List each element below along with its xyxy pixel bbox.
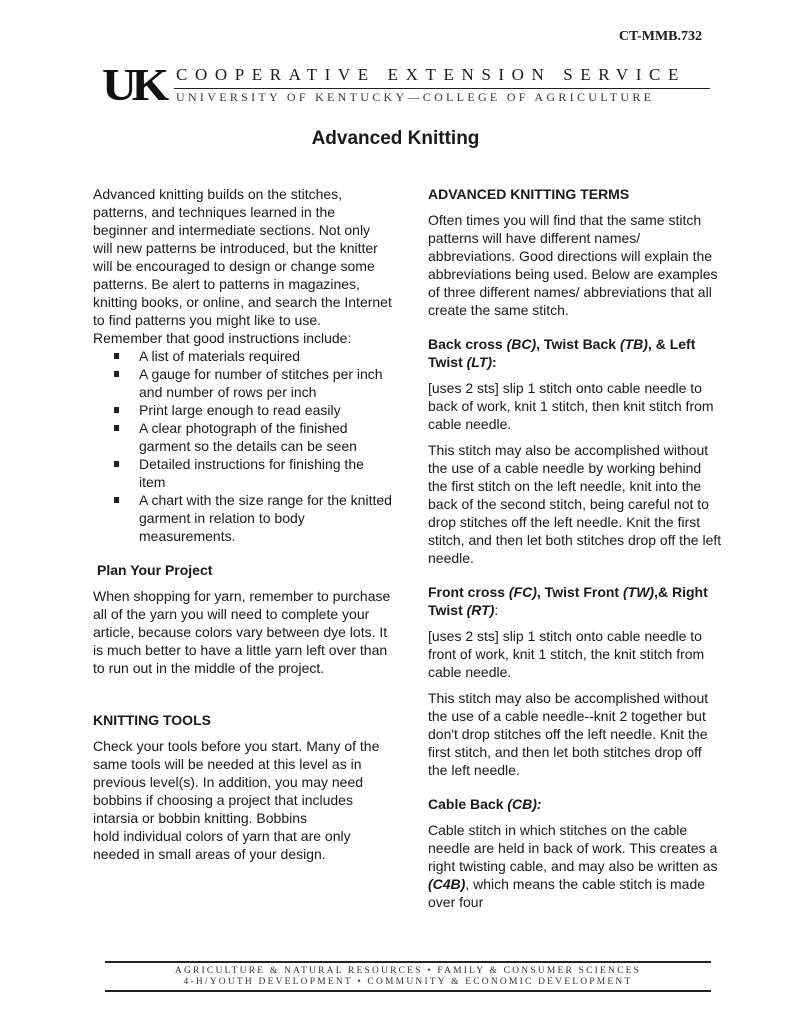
list-item: A gauge for number of stitches per inch and number of rows per inch — [139, 365, 393, 401]
tools-paragraph: Check your tools before you start. Many of the same tools will be needed at this level as in previous level(s). In addition, you may need bobbins if choosing a project that includes intarsia or bobbin knitting. Bobbins — [93, 738, 380, 826]
abbreviation: (C4B) — [428, 876, 466, 892]
terms-intro: Often times you will find that the same stitch patterns will have different names/ abbreviations. Good directions will explain the abbreviations being used. Below are examples of three different names/ abbreviations that all create the same stitch. — [428, 212, 718, 318]
tools-paragraph-continued: hold individual colors of yarn that are only needed in small areas of your design. — [93, 828, 351, 862]
footer-rule-bottom — [105, 990, 711, 992]
front-cross-instructions: [uses 2 sts] slip 1 stitch onto cable needle to front of work, knit 1 stitch, the knit stitch from cable needle. — [428, 628, 705, 680]
heading-text: , Twist Front — [536, 584, 623, 600]
organization-subtitle: UNIVERSITY OF KENTUCKY—COLLEGE OF AGRICULTURE — [176, 90, 655, 104]
abbreviation: (CB): — [507, 796, 542, 812]
list-item: A list of materials required — [139, 347, 393, 365]
masthead — [102, 59, 710, 110]
uk-logo: UK — [102, 59, 164, 110]
abbreviation: (TB) — [619, 336, 648, 352]
right-column — [428, 185, 723, 911]
list-item: A chart with the size range for the knitted garment in relation to body measurements. — [139, 492, 392, 544]
body-text: Cable stitch in which stitches on the cable needle are held in back of work. This creates a right twisting cable, and may also be written as — [428, 822, 718, 874]
instructions-list — [93, 347, 393, 545]
front-cross-alternative: This stitch may also be accomplished without the use of a cable needle--knit 2 together but don't drop stitches off the left needle. Knit the first stitch, and then let both stitches drop off the left needle. — [428, 690, 709, 778]
terms-heading: ADVANCED KNITTING TERMS — [428, 186, 630, 202]
heading-text: , Twist Back — [536, 336, 620, 352]
heading-text: : — [494, 602, 499, 618]
back-cross-alternative: This stitch may also be accomplished without the use of a cable needle by working behind the first stitch on the left needle, knit into the back of the second stitch, being careful not to drop stitches off the left needle. Knit the first stitch, and then let both stitches drop off the left needle. — [428, 442, 722, 566]
back-cross-instructions: [uses 2 sts] slip 1 stitch onto cable needle to back of work, knit 1 stitch, then knit stitch from cable needle. — [428, 380, 714, 432]
plan-paragraph: When shopping for yarn, remember to purchase all of the yarn you will need to complete your article, because colors vary between dye lots. It is much better to have a little yarn left over than to run out in the middle of the project. — [93, 588, 391, 676]
body-text: , which means the cable stitch is made over four — [428, 876, 706, 910]
intro-paragraph: Advanced knitting builds on the stitches, patterns, and techniques learned in the beginner and intermediate sections. Not only will new patterns be introduced, but the knitter will be encouraged to design or change some patterns. Be alert to patterns in magazines, knitting books, or online, and search the Internet to find patterns you might like to use. Remember that good instructions include: — [93, 186, 392, 346]
heading-text: ,& Right Twist — [428, 584, 708, 618]
list-item: Detailed instructions for finishing the item — [139, 455, 393, 491]
heading-text: , & Left Twist — [428, 336, 696, 370]
tools-heading: KNITTING TOOLS — [93, 712, 211, 728]
left-column — [93, 185, 393, 863]
footer-line-2: 4-H/YOUTH DEVELOPMENT • COMMUNITY & ECONOMIC DEVELOPMENT — [183, 977, 633, 987]
abbreviation: (LT) — [466, 354, 493, 370]
footer-line-1: AGRICULTURE & NATURAL RESOURCES • FAMILY & CONSUMER SCIENCES — [174, 966, 642, 976]
page-title: Advanced Knitting — [311, 128, 480, 149]
heading-text: Front cross — [428, 584, 509, 600]
footer — [105, 961, 711, 992]
abbreviation: (BC) — [506, 336, 537, 352]
list-item: Print large enough to read easily — [139, 401, 393, 419]
back-cross-heading — [428, 335, 723, 371]
document-id: CT-MMB.732 — [618, 29, 702, 44]
cable-back-description — [428, 821, 723, 911]
heading-text: : — [492, 354, 497, 370]
cable-back-heading — [428, 795, 723, 813]
front-cross-heading — [428, 583, 723, 619]
heading-text: Back cross — [428, 336, 507, 352]
heading-text: Cable Back — [428, 796, 508, 812]
plan-heading: Plan Your Project — [97, 562, 213, 578]
abbreviation: (FC) — [508, 584, 537, 600]
organization-name: COOPERATIVE EXTENSION SERVICE — [176, 65, 686, 84]
abbreviation: (RT) — [466, 602, 495, 618]
abbreviation: (TW) — [622, 584, 655, 600]
masthead-rule — [174, 88, 710, 89]
list-item: A clear photograph of the finished garment so the details can be seen — [139, 419, 393, 455]
